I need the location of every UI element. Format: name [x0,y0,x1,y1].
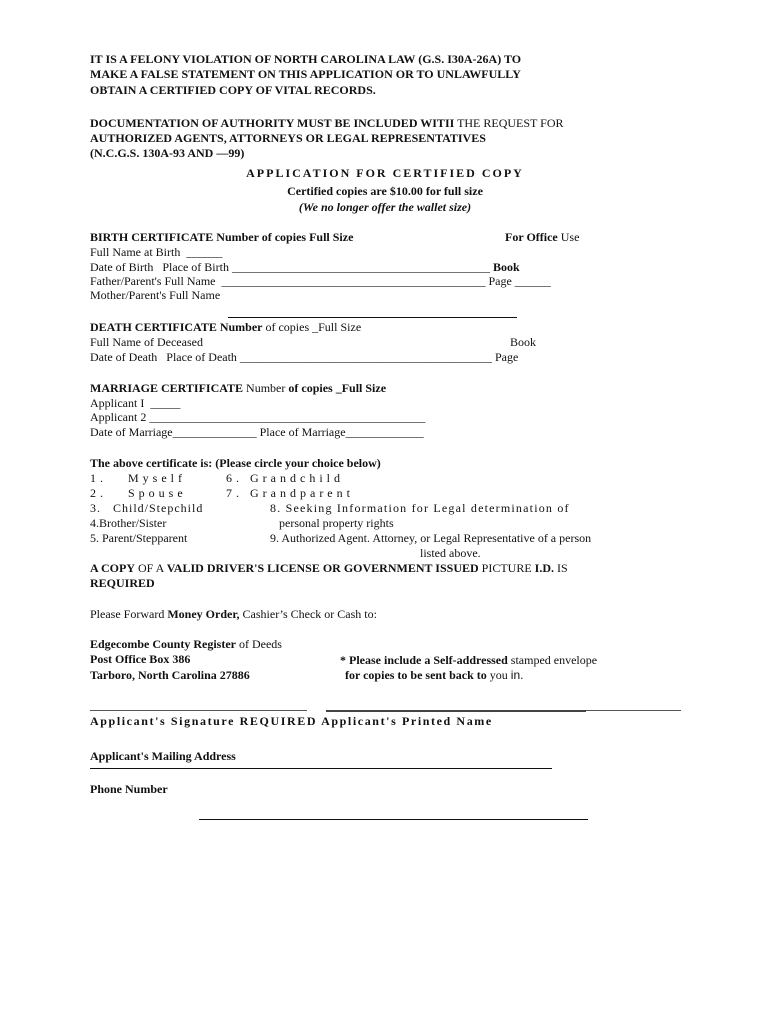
documentation-line-1 [90,116,564,131]
id-part-2: OF A [135,561,167,575]
office-use-label [505,230,579,245]
choice-1: 1. Myself [90,471,186,485]
marriage-heading [90,381,386,396]
printed-name-line-tail [586,710,681,711]
birth-date-place [90,260,520,275]
envelope-line-1 [340,653,597,668]
choice-9-continued: listed above. [420,546,481,560]
marriage-date-place: Date of Marriage______________ Place of Marriage_____________ [90,425,424,439]
mailing-address-line[interactable] [90,768,552,769]
address-line-3: Tarboro, North Carolina 27886 [90,668,250,682]
marriage-heading-bold-2: of copies _Full Size [288,381,387,395]
wallet-note: (We no longer offer the wallet size) [298,200,472,214]
choice-3: 3. Child/Stepchild [90,501,204,515]
birth-full-name-text: Full Name at Birth ______ [90,245,223,259]
mother-name: Mother/Parent's Full Name [90,288,221,302]
documentation-bold: DOCUMENTATION OF AUTHORITY MUST BE INCLUDED WITII [90,116,455,130]
father-name [90,274,551,289]
address-line-1 [90,637,282,652]
death-page-label: Page [491,350,519,364]
relationship-heading: The above certificate is: (Please circle your choice below) [90,456,381,470]
forward-pre: Please Forward [90,607,168,621]
forward-bold: Money Order, [167,607,240,621]
choice-6: 6. Grandchild [226,471,344,485]
choice-7: 7. Grandparent [226,486,354,500]
birth-book-label: Book [489,260,520,274]
death-book-label: Book [510,335,537,349]
id-part-4: PICTURE [478,561,535,575]
choice-8: 8. Seeking Information for Legal determination of [270,501,570,515]
death-date-place-text: Date of Death Place of Death __________________________________________ [90,350,492,364]
deceased-name: Full Name of Deceased [90,335,203,349]
death-heading-rest: of copies _Full Size [262,320,362,334]
envelope-rest: stamped envelope [507,653,598,667]
birth-date-place-text: Date of Birth Place of Birth ___________________________________________ [90,260,490,274]
phone-number-label: Phone Number [90,782,168,796]
envelope-rest-2: you [486,668,511,682]
envelope-bold: * Please include a Self-addressed [340,653,508,667]
applicant-2: Applicant 2 ______________________________________________ [90,410,426,424]
mailing-address-label: Applicant's Mailing Address [90,749,236,763]
id-part-1: A COPY [90,561,135,575]
envelope-line-2 [345,668,523,683]
address-bold: Edgecombe County Register [90,637,236,651]
forward-post: Cashier’s Check or Cash to: [239,607,377,621]
price-note: Certified copies are $10.00 for full size [287,184,483,198]
birth-heading: BIRTH CERTIFICATE Number of copies Full Size [90,230,354,244]
envelope-end: in. [510,668,524,682]
marriage-heading-mid: Number [243,381,289,395]
phone-number-line[interactable] [199,819,588,820]
choice-4: 4.Brother/Sister [90,516,167,530]
id-part-6: IS [554,561,568,575]
id-required-line-1 [90,561,568,576]
felony-warning-line-2: MAKE A FALSE STATEMENT ON THIS APPLICATION OR TO UNLAWFULLY [90,67,521,81]
birth-page-label: Page ______ [485,274,551,288]
felony-warning-line-1: IT IS A FELONY VIOLATION OF NORTH CAROLINA LAW (G.S. I30A-26A) TO [90,52,522,66]
felony-warning-line-3: OBTAIN A CERTIFIED COPY OF VITAL RECORDS. [90,83,376,97]
applicant-1: Applicant I _____ [90,396,181,410]
documentation-line-2: AUTHORIZED AGENTS, ATTORNEYS OR LEGAL REPRESENTATIVES [90,131,486,145]
printed-name-line[interactable] [326,710,586,712]
office-use-rest: Use [557,230,580,244]
documentation-rest: THE REQUEST FOR [454,116,564,130]
mother-name-line [228,317,517,318]
birth-full-name [90,245,222,260]
id-required-line-2: REQUIRED [90,576,155,590]
death-heading [90,320,361,335]
death-heading-bold: DEATH CERTIFICATE Number [90,320,263,334]
signature-label: Applicant's Signature REQUIRED Applicant's Printed Name [90,714,493,728]
address-line-2: Post Office Box 386 [90,652,191,666]
choice-9: 9. Authorized Agent. Attorney, or Legal Representative of a person [270,531,592,545]
death-date-place [90,350,518,365]
envelope-bold-2: for copies to be sent back to [345,668,487,682]
marriage-heading-bold: MARRIAGE CERTIFICATE [90,381,244,395]
choice-5: 5. Parent/Stepparent [90,531,188,545]
id-part-5: I.D. [534,561,555,575]
documentation-statute: (N.C.G.S. 130A-93 AND —99) [90,146,245,160]
address-rest: of Deeds [235,637,282,651]
choice-2: 2. Spouse [90,486,187,500]
father-name-text: Father/Parent's Full Name ____________________________________________ [90,274,486,288]
signature-line[interactable] [90,710,307,711]
office-use-bold: For Office [505,230,558,244]
choice-8-continued: personal property rights [279,516,394,530]
id-part-3: VALID DRIVER'S LICENSE OR GOVERNMENT ISSUED [166,561,479,575]
forward-instruction [90,607,377,622]
application-title: APPLICATION FOR CERTIFIED COPY [246,166,524,180]
